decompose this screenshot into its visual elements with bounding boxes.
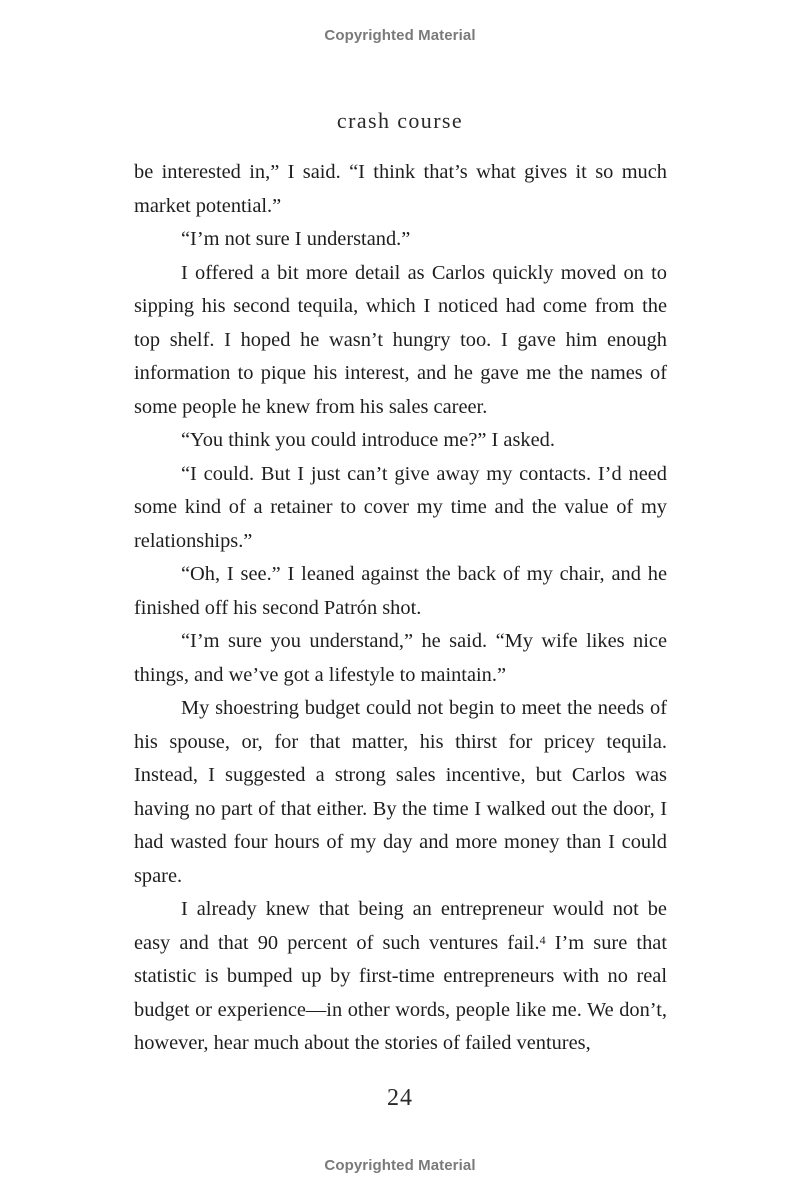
- paragraph: “I’m sure you understand,” he said. “My wife likes nice things, and we’ve got a lifestyle to maintain.”: [134, 630, 667, 686]
- watermark-top: Copyrighted Material: [324, 27, 476, 44]
- paragraph: [134, 893, 667, 1061]
- paragraph: “I’m not sure I understand.”: [181, 228, 411, 250]
- running-head: crash course: [336, 108, 464, 133]
- page-number: 24: [387, 1085, 413, 1111]
- paragraph: I offered a bit more detail as Carlos quickly moved on to sipping his second tequila, which I noticed had come from the top shelf. I hoped he wasn’t hungry too. I gave him enough information to pique his interest, and he gave me the names of some people he knew from his sales career.: [134, 261, 667, 418]
- paragraph: be interested in,” I said. “I think that’s what gives it so much market potential.”: [134, 161, 667, 217]
- paragraph-text-continued: I’m sure that statistic is bumped up by first-time entrepreneurs with no real budget or experience—in other words, people like me. We don’t, however, hear much about the stories of failed ventures,: [134, 931, 668, 1054]
- paragraph-text: I already knew that being an entrepreneur would not be easy and that 90 percent of such ventures fail.: [134, 898, 667, 954]
- body-text: [134, 156, 667, 1061]
- paragraph: “Oh, I see.” I leaned against the back of my chair, and he finished off his second Patrón shot.: [134, 563, 667, 619]
- paragraph: “You think you could introduce me?” I asked.: [181, 429, 555, 451]
- watermark-bottom: Copyrighted Material: [324, 1157, 476, 1174]
- paragraph: “I could. But I just can’t give away my contacts. I’d need some kind of a retainer to cover my time and the value of my relationships.”: [134, 462, 667, 552]
- paragraph: My shoestring budget could not begin to meet the needs of his spouse, or, for that matter, his thirst for pricey tequila. Instead, I suggested a strong sales incentive, but Carlos was having no part of that either. By the time I walked out the door, I had wasted four hours of my day and more money than I could spare.: [134, 697, 667, 887]
- footnote-marker: 4: [539, 932, 546, 947]
